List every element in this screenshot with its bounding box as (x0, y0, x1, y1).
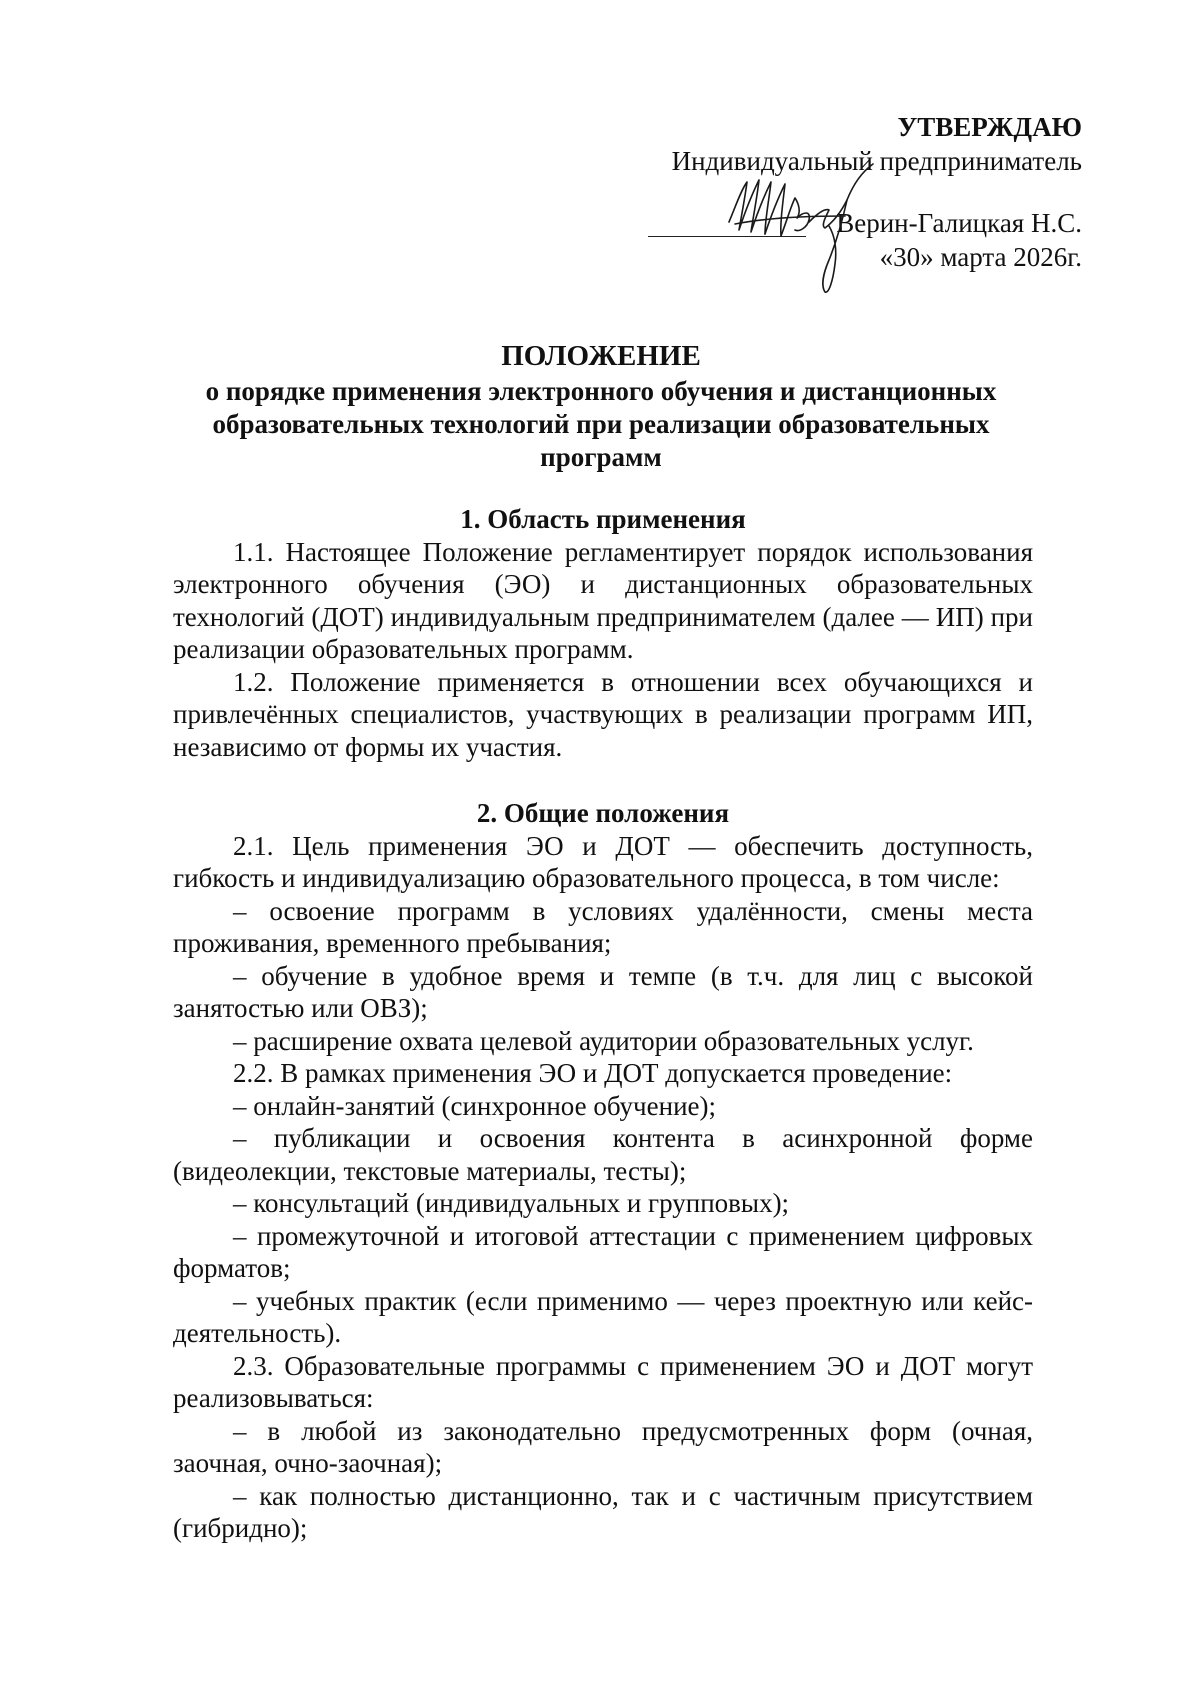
list-item: – публикации и освоения контента в асинхронной форме (видеолекции, текстовые материалы, тесты); (173, 1123, 1033, 1186)
list-item: – промежуточной и итоговой аттестации с применением цифровых форматов; (173, 1220, 1033, 1283)
list-item: – обучение в удобное время и темпе (в т.ч. для лиц с высокой занятостью или ОВЗ); (173, 960, 1033, 1023)
document-title-block (170, 340, 1032, 474)
section-heading: 2. Общие положения (476, 798, 730, 828)
list-item: – учебных практик (если применимо — через проектную или кейс-деятельность). (173, 1285, 1033, 1348)
list-item: – как полностью дистанционно, так и с частичным присутствием (гибридно); (173, 1480, 1033, 1543)
paragraph: 2.1. Цель применения ЭО и ДОТ — обеспечить доступность, гибкость и индивидуализацию образовательного процесса, в том числе: (173, 830, 1033, 893)
list-item: – консультаций (индивидуальных и групповых); (233, 1188, 790, 1218)
document-body (173, 503, 1033, 1545)
list-item: – онлайн-занятий (синхронное обучение); (233, 1090, 716, 1121)
signer-name: Верин-Галицкая Н.С. (836, 208, 1082, 238)
approval-date: «30» марта 2026г. (879, 242, 1082, 272)
list-item: – расширение охвата целевой аудитории образовательных услуг. (233, 1025, 974, 1056)
list-item: – в любой из законодательно предусмотренных форм (очная, заочная, очно-заочная); (173, 1415, 1033, 1478)
paragraph: 1.2. Положение применяется в отношении всех обучающихся и привлечённых специалистов, участвующих в реализации программ ИП, независимо от формы их участия. (173, 666, 1033, 762)
document-subtitle-line-2: образовательных технологий при реализации образовательных (212, 409, 990, 439)
paragraph: 2.2. В рамках применения ЭО и ДОТ допускается проведение: (233, 1058, 953, 1088)
paragraph: 2.3. Образовательные программы с применением ЭО и ДОТ могут реализовываться: (173, 1350, 1033, 1413)
paragraph: 1.1. Настоящее Положение регламентирует порядок использования электронного обучения (ЭО) и дистанционных образовательных технологий (ДОТ) индивидуальным предпринимателем (далее — ИП) при реализации образовательных программ. (173, 536, 1033, 664)
document-title: ПОЛОЖЕНИЕ (501, 340, 701, 372)
document-subtitle-line-1: о порядке применения электронного обучения и дистанционных (205, 376, 997, 406)
approval-title: УТВЕРЖДАЮ (897, 112, 1082, 142)
handwritten-signature (725, 160, 895, 295)
section-heading: 1. Область применения (460, 504, 746, 534)
approval-position: Индивидуальный предприниматель (671, 146, 1082, 176)
list-item: – освоение программ в условиях удалённости, смены места проживания, временного пребывания; (173, 895, 1033, 958)
document-subtitle-line-3: программ (540, 442, 662, 472)
